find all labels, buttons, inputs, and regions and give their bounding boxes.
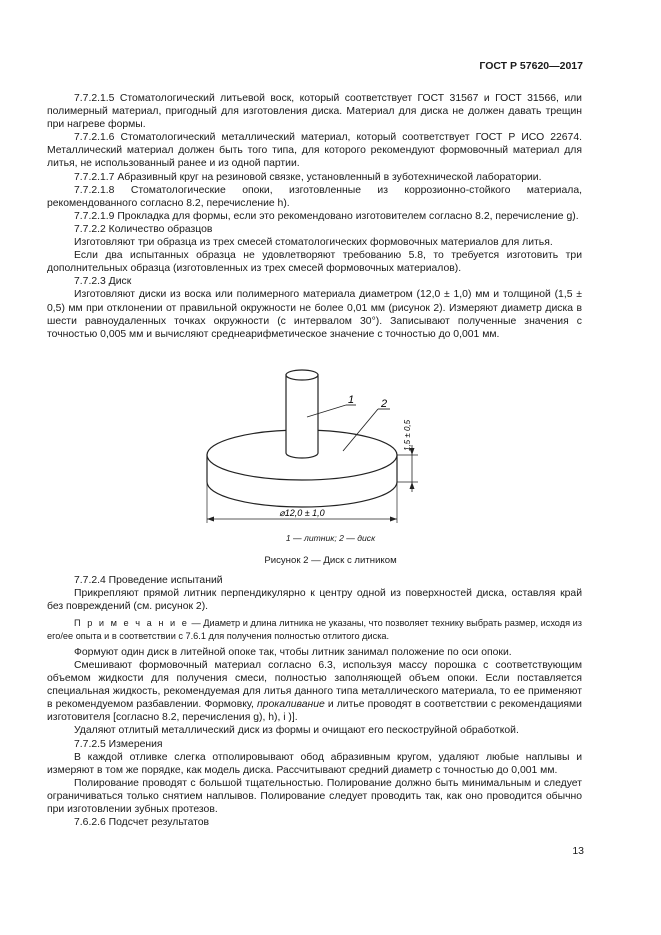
paragraph-part: и литье проводят в соответствии с рекомендациями изготовителя [согласно 8.2, перечисления g), h), i )].: [47, 699, 582, 724]
figure-disk-drawing: [150, 365, 440, 530]
sprue-body: [286, 375, 318, 458]
label-1: 1: [348, 394, 355, 406]
thickness-label: 1,5 ± 0,5: [403, 419, 412, 451]
paragraph: 7.7.2.1.8 Стоматологические опоки, изготовленные из коррозионно-стойкого материала, рекомендованного согласно 8.2, перечисление h).: [47, 184, 582, 209]
paragraph: Формуют один диск в литейной опоке так, чтобы литник занимал положение по оси опоки.: [74, 646, 512, 658]
paragraph: Изготовляют диски из воска или полимерного материала диаметром (12,0 ± 1,0) мм и толщиной (1,5 ± 0,5) мм при отклонении от правильной окружности не более 0,01 мм (рисунок 2). Измеряют диаметр диска в шести равноудаленных точках окружности (с интервалом 30°). Записывают полученные значения с точностью 0,005 мм и вычисляют среднеарифметическое значение с точностью до 0,001 мм.: [47, 289, 582, 340]
bottom-text-block: [47, 574, 582, 829]
note-label: П р и м е ч а н и е: [74, 618, 189, 629]
paragraph: [47, 659, 582, 724]
paragraph: Прикрепляют прямой литник перпендикулярно к центру одной из поверхностей диска, оставляя край без повреждений (см. рисунок 2).: [47, 588, 582, 613]
paragraph: Если два испытанных образца не удовлетворяют требованию 5.8, то требуется изготовить три дополнительных образца (изготовленных из трех смесей формовочных материалов).: [47, 250, 582, 275]
note: [47, 617, 582, 642]
section-heading: 7.7.2.2 Количество образцов: [74, 223, 213, 235]
paragraph: Полирование проводят с большой тщательностью. Полирование должно быть минимальным и следует ограничиваться только снятием наплывов. Полирование следует проводить так, как оно проводится обычно при изготовлении зубных протезов.: [47, 777, 582, 815]
note-text: — Диаметр и длина литника не указаны, что позволяет технику выбрать размер, исходя из его/ее опыта и в соответствии с 7.6.1 для получения полностью отлитого диска.: [47, 618, 582, 641]
label-2: 2: [381, 398, 388, 410]
paragraph: Изготовляют три образца из трех смесей стоматологических формовочных материалов для литья.: [74, 237, 553, 249]
sprue-top: [286, 370, 318, 380]
diameter-label: ⌀12,0 ± 1,0: [279, 508, 325, 518]
paragraph: 7.7.2.1.5 Стоматологический литьевой воск, который соответствует ГОСТ 31567 и ГОСТ 31566, или полимерный материал, пригодный для изготовления диска. Материал для диска не должен давать трещин при нагреве формы.: [47, 93, 582, 131]
top-text-block: [47, 92, 582, 341]
section-heading: 7.6.2.6 Подсчет результатов: [74, 817, 210, 829]
paragraph: В каждой отливке слегка отполировывают обод абразивным кругом, удаляют любые наплывы и измеряют в том же порядке, как модель диска. Рассчитывают средний диаметр с точностью до 0,001 мм.: [47, 751, 582, 776]
section-heading: 7.7.2.4 Проведение испытаний: [74, 575, 223, 586]
section-heading: 7.7.2.3 Диск: [74, 276, 132, 288]
document-header: ГОСТ Р 57620—2017: [479, 60, 583, 72]
paragraph: 7.7.2.1.6 Стоматологический металлический материал, который соответствует ГОСТ Р ИСО 22674. Металлический материал должен быть того типа, для которого рекомендуют формовочный материал для литья, не использованный ранее и из одной партии.: [47, 132, 582, 170]
page-number: 13: [572, 845, 584, 857]
paragraph: 7.7.2.1.9 Прокладка для формы, если это рекомендовано изготовителем согласно 8.2, перечисление g).: [74, 210, 579, 222]
paragraph: Удаляют отлитый металлический диск из формы и очищают его пескоструйной обработкой.: [74, 725, 519, 737]
paragraph: 7.7.2.1.7 Абразивный круг на резиновой связке, установленный в зуботехнической лаборатории.: [74, 171, 542, 183]
emphasized-term: прокаливание: [257, 699, 325, 711]
paragraph-part: Смешивают формовочный материал согласно 6.3, используя массу порошка с соответствующим объемом жидкости для получения смеси, полностью заполняющей объем опоки. Если поставляется специальная жидкость, рекомендуемая для литья данного типа металлического материала, то ее применяют в рекомендуемом разбавлении. Формовку,: [47, 659, 582, 711]
figure-legend: 1 — литник; 2 — диск: [285, 533, 376, 543]
section-heading: 7.7.2.5 Измерения: [74, 738, 163, 750]
figure-caption: Рисунок 2 — Диск с литником: [264, 555, 397, 566]
